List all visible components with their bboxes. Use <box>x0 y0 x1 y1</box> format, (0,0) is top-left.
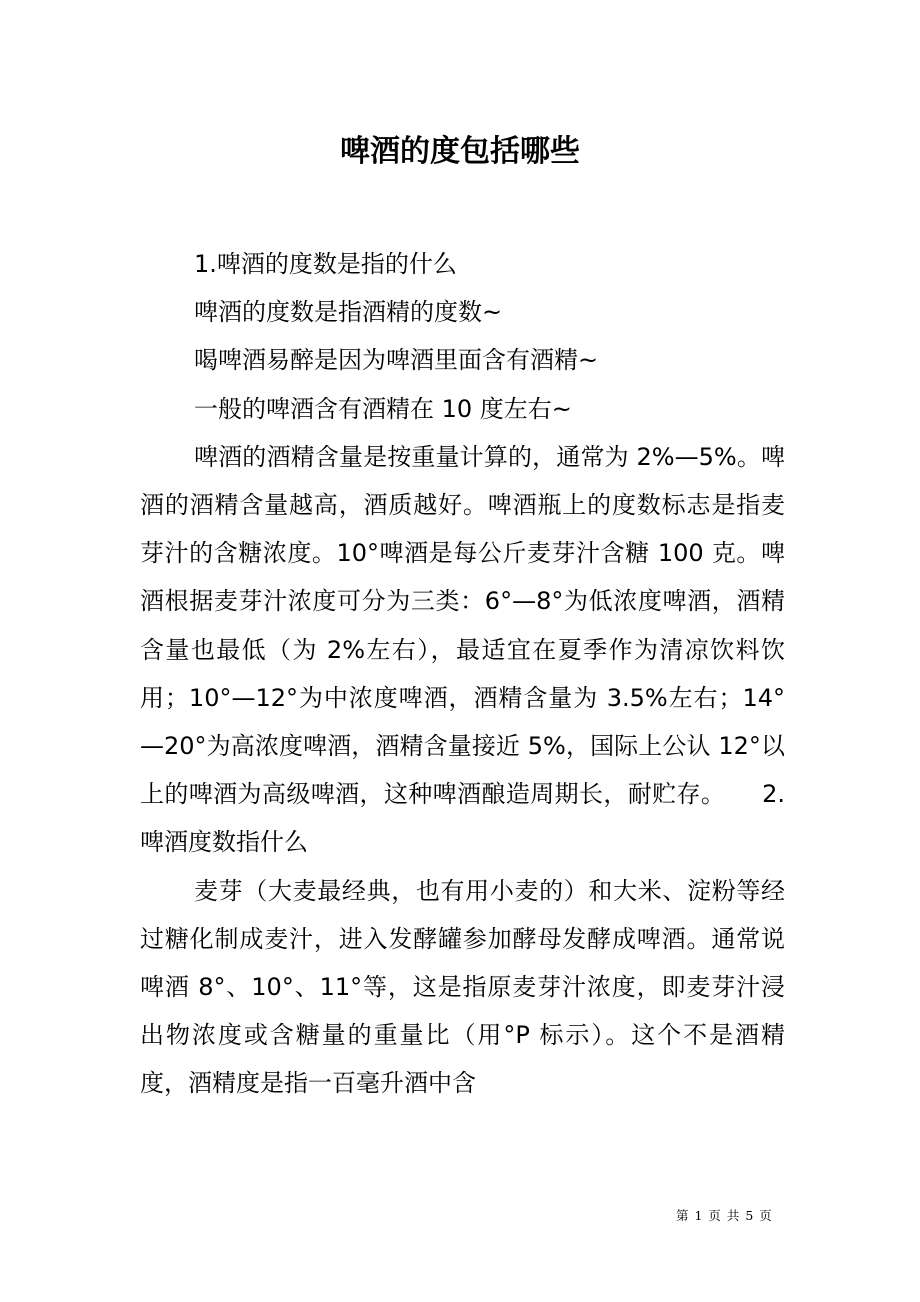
paragraph-5: 麦芽（大麦最经典，也有用小麦的）和大米、淀粉等经过糖化制成麦汁，进入发酵罐参加酵母发酵成啤酒。通常说啤酒 8°、10°、11°等，这是指原麦芽汁浓度，即麦芽汁浸出物浓度或含糖量的重量比（用°P 标示）。这个不是酒精度，酒精度是指一百毫升酒中含 <box>140 876 785 1098</box>
page-number-footer: 第 1 页 共 5 页 <box>676 1208 773 1223</box>
paragraph-1: 啤酒的度数是指酒精的度数~ <box>194 298 503 327</box>
paragraph-4: 啤酒的酒精含量是按重量计算的，通常为 2%—5%。啤酒的酒精含量越高，酒质越好。啤酒瓶上的度数标志是指麦芽汁的含糖浓度。10°啤酒是每公斤麦芽汁含糖 100 克。啤酒根据麦芽汁浓度可分为三类：6°—8°为低浓度啤酒，酒精含量也最低（为 2%左右），最适宜在夏季作为清凉饮料饮用；10°—12°为中浓度啤酒，酒精含量为 3.5%左右；14°—20°为高浓度啤酒，酒精含量接近 5%，国际上公认 12°以上的啤酒为高级啤酒，这种啤酒酿造周期长，耐贮存。 2.啤酒度数指什么 <box>140 442 785 857</box>
paragraph-3: 一般的啤酒含有酒精在 10 度左右~ <box>194 394 572 423</box>
paragraph-2: 喝啤酒易醉是因为啤酒里面含有酒精~ <box>194 346 599 375</box>
paragraph-heading-1: 1.啤酒的度数是指的什么 <box>194 250 457 278</box>
document-title: 啤酒的度包括哪些 <box>340 134 580 169</box>
document-body <box>140 240 785 1108</box>
